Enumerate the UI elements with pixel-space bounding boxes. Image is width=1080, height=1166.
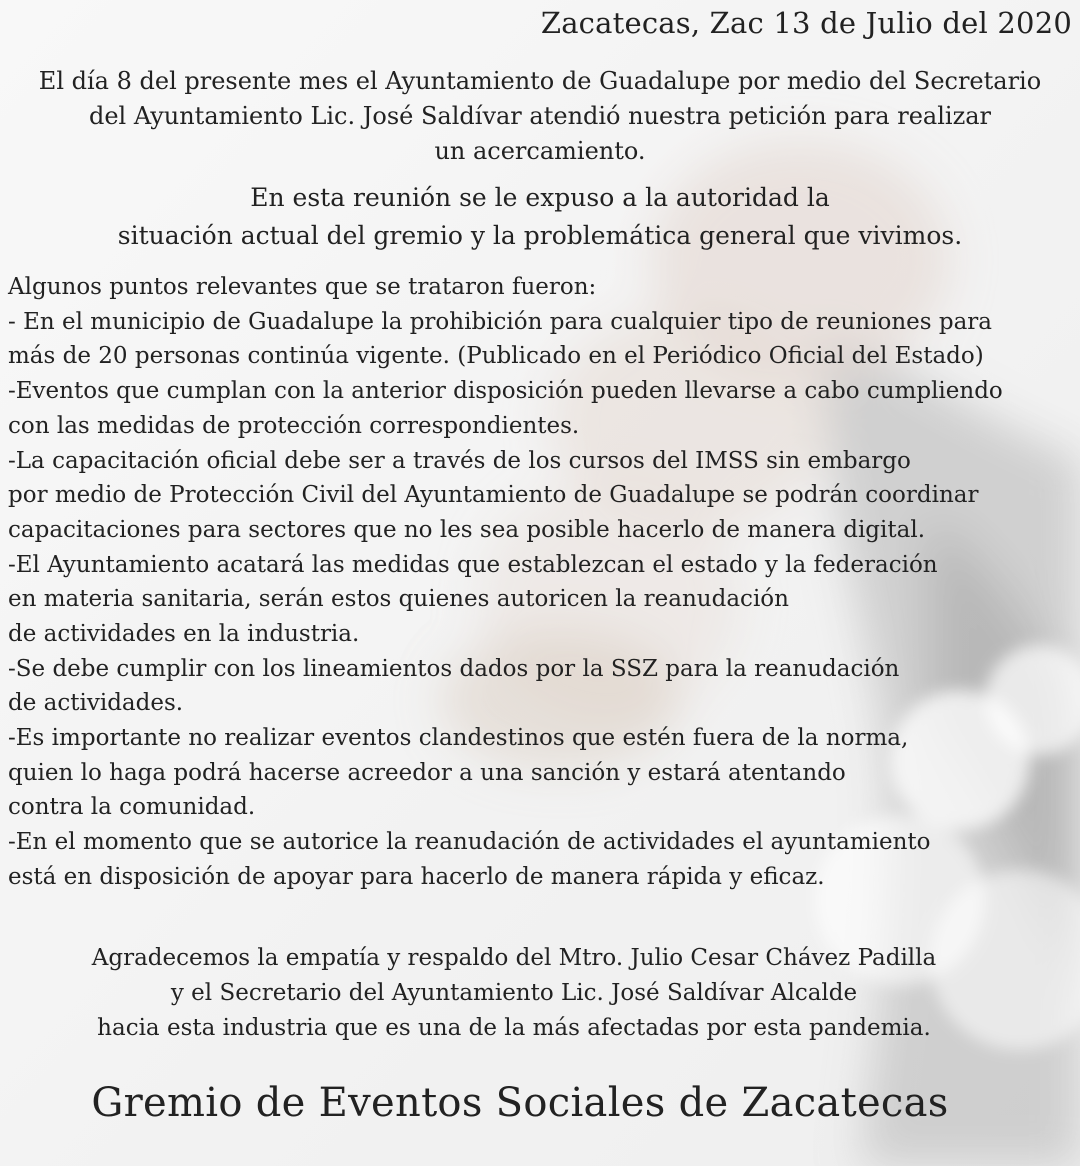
- points-line: - En el municipio de Guadalupe la prohibición para cualquier tipo de reuniones para: [8, 309, 993, 335]
- meeting-line: situación actual del gremio y la problemática general que vivimos.: [117, 221, 963, 250]
- points-line: más de 20 personas continúa vigente. (Publicado en el Periódico Oficial del Estado): [8, 343, 984, 369]
- signature: Gremio de Eventos Sociales de Zacatecas: [91, 1080, 949, 1126]
- points-line: -Eventos que cumplan con la anterior disposición pueden llevarse a cabo cumpliendo: [8, 378, 1003, 404]
- points-line: por medio de Protección Civil del Ayuntamiento de Guadalupe se podrán coordinar: [8, 482, 979, 508]
- points-line: con las medidas de protección correspondientes.: [8, 413, 580, 439]
- points-line: de actividades.: [8, 690, 184, 716]
- points-line: Algunos puntos relevantes que se trataron fueron:: [8, 274, 597, 300]
- intro-line: un acercamiento.: [434, 137, 646, 165]
- points-line: contra la comunidad.: [8, 794, 256, 820]
- points-line: de actividades en la industria.: [8, 621, 360, 647]
- points-line: -Es importante no realizar eventos clandestinos que estén fuera de la norma,: [8, 725, 909, 751]
- points-line: en materia sanitaria, serán estos quienes autoricen la reanudación: [8, 586, 789, 612]
- intro-line: del Ayuntamiento Lic. José Saldívar atendió nuestra petición para realizar: [88, 102, 992, 130]
- points-line: -El Ayuntamiento acatará las medidas que establezcan el estado y la federación: [8, 552, 938, 578]
- thanks-line: Agradecemos la empatía y respaldo del Mtro. Julio Cesar Chávez Padilla: [91, 945, 937, 971]
- points-line: -En el momento que se autorice la reanudación de actividades el ayuntamiento: [8, 829, 931, 855]
- thanks-line: y el Secretario del Ayuntamiento Lic. José Saldívar Alcalde: [170, 980, 858, 1006]
- points-line: -La capacitación oficial debe ser a través de los cursos del IMSS sin embargo: [8, 448, 911, 474]
- meeting-line: En esta reunión se le expuso a la autoridad la: [250, 183, 830, 212]
- points-line: capacitaciones para sectores que no les sea posible hacerlo de manera digital.: [8, 517, 926, 543]
- thanks-line: hacia esta industria que es una de la más afectadas por esta pandemia.: [97, 1015, 931, 1041]
- points-line: está en disposición de apoyar para hacerlo de manera rápida y eficaz.: [8, 864, 825, 890]
- date-line: Zacatecas, Zac 13 de Julio del 2020: [540, 6, 1072, 40]
- intro-line: El día 8 del presente mes el Ayuntamiento de Guadalupe por medio del Secretario: [38, 67, 1042, 95]
- points-line: -Se debe cumplir con los lineamientos dados por la SSZ para la reanudación: [8, 656, 900, 682]
- points-line: quien lo haga podrá hacerse acreedor a una sanción y estará atentando: [8, 760, 846, 786]
